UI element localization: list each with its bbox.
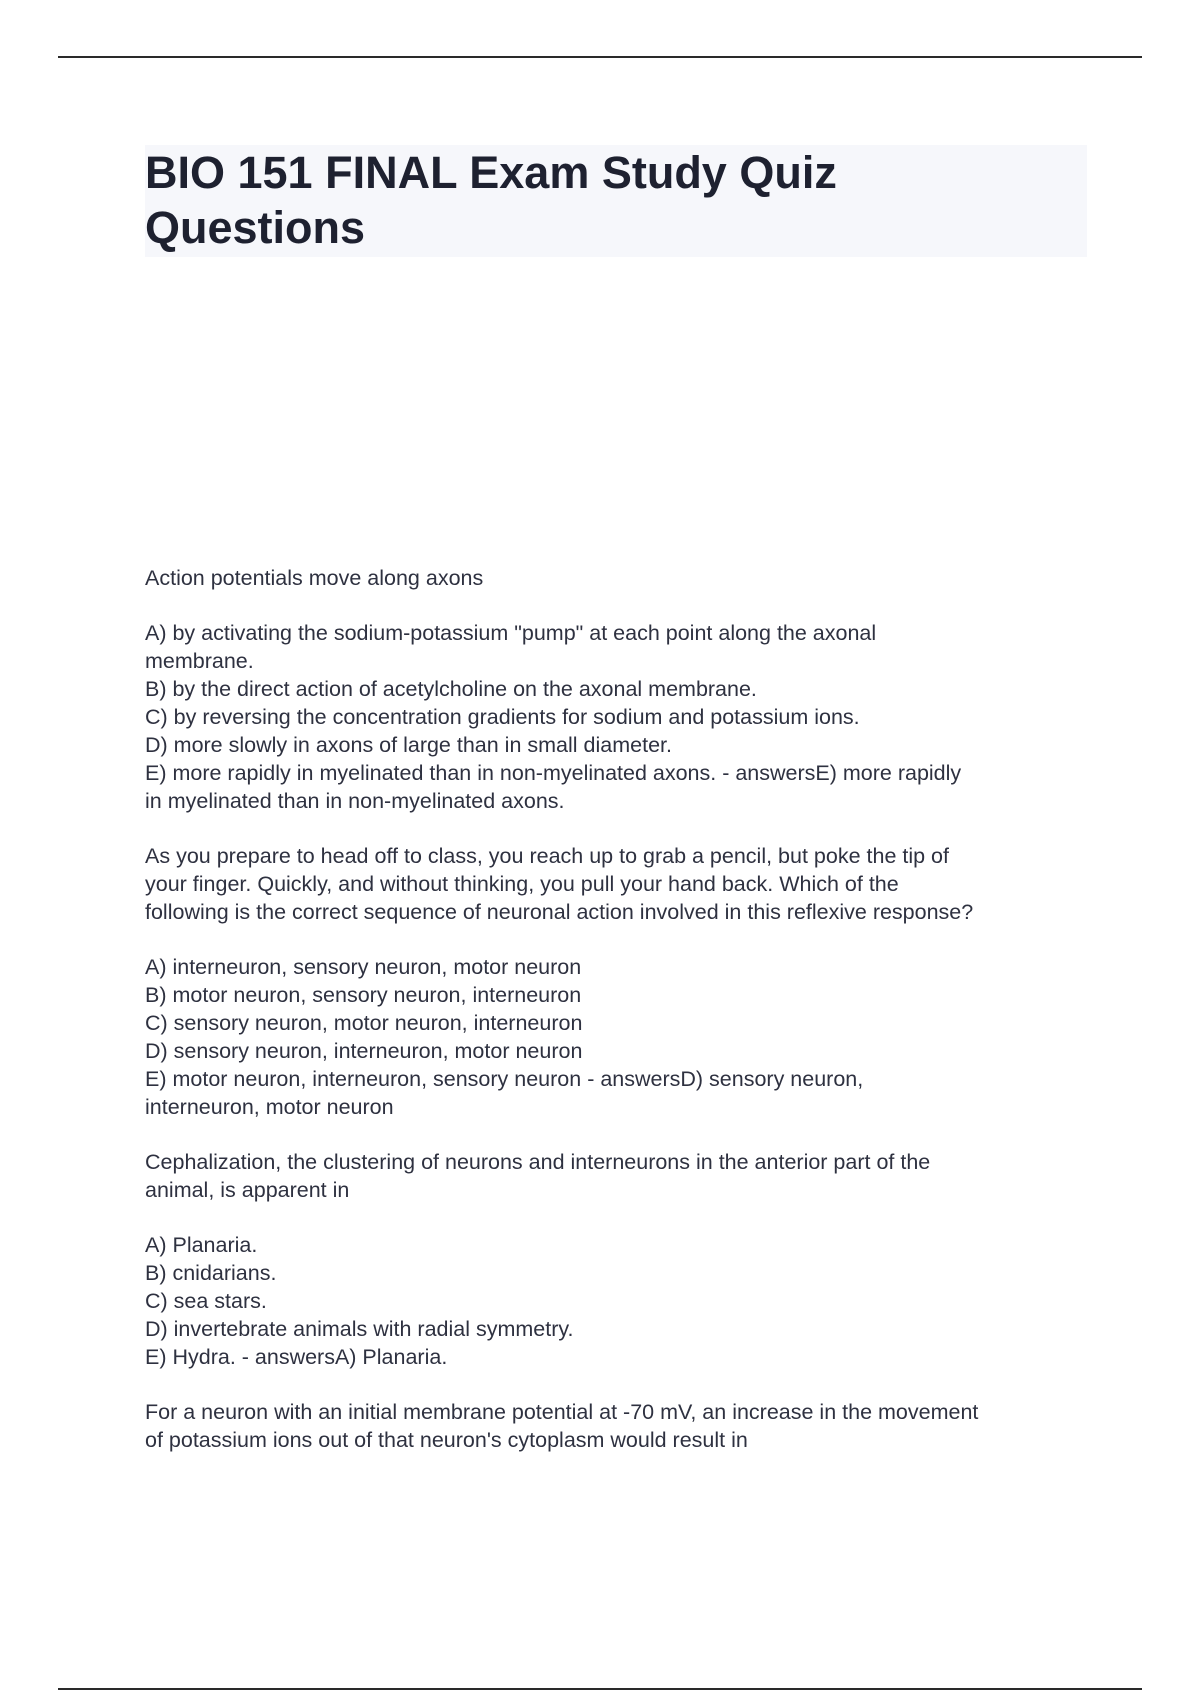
- option-line: in myelinated than in non-myelinated axons.: [145, 789, 565, 813]
- prompt-line: animal, is apparent in: [145, 1178, 350, 1202]
- option-line: E) more rapidly in myelinated than in non-myelinated axons. - answersE) more rapidly: [145, 761, 962, 785]
- option-line: E) motor neuron, interneuron, sensory neuron - answersD) sensory neuron,: [145, 1067, 864, 1091]
- prompt-line: Cephalization, the clustering of neurons and interneurons in the anterior part of the: [145, 1150, 931, 1174]
- option-line: D) invertebrate animals with radial symmetry.: [145, 1317, 574, 1341]
- prompt-line: As you prepare to head off to class, you reach up to grab a pencil, but poke the tip of: [145, 844, 949, 868]
- question-options: [145, 619, 1095, 815]
- prompt-line: of potassium ions out of that neuron's cytoplasm would result in: [145, 1428, 748, 1452]
- option-line: D) sensory neuron, interneuron, motor neuron: [145, 1039, 583, 1063]
- page-title: [145, 145, 1025, 255]
- question-options: [145, 1231, 1095, 1371]
- title-line: BIO 151 FINAL Exam Study Quiz: [145, 147, 837, 198]
- option-line: A) Planaria.: [145, 1233, 258, 1257]
- question-list: [145, 564, 1095, 1481]
- option-line: membrane.: [145, 649, 254, 673]
- prompt-line: Action potentials move along axons: [145, 566, 484, 590]
- bottom-rule: [58, 1688, 1142, 1690]
- option-line: E) Hydra. - answersA) Planaria.: [145, 1345, 448, 1369]
- option-line: A) by activating the sodium-potassium "pump" at each point along the axonal: [145, 621, 877, 645]
- question-prompt: [145, 842, 1095, 926]
- option-line: C) by reversing the concentration gradients for sodium and potassium ions.: [145, 705, 860, 729]
- question-prompt: [145, 1148, 1095, 1204]
- option-line: interneuron, motor neuron: [145, 1095, 394, 1119]
- option-line: D) more slowly in axons of large than in small diameter.: [145, 733, 672, 757]
- option-line: B) cnidarians.: [145, 1261, 277, 1285]
- option-line: B) motor neuron, sensory neuron, interneuron: [145, 983, 582, 1007]
- prompt-line: following is the correct sequence of neuronal action involved in this reflexive response?: [145, 900, 974, 924]
- option-line: A) interneuron, sensory neuron, motor neuron: [145, 955, 582, 979]
- question-options: [145, 953, 1095, 1121]
- prompt-line: your finger. Quickly, and without thinking, you pull your hand back. Which of the: [145, 872, 899, 896]
- title-line: Questions: [145, 202, 366, 253]
- question-prompt: [145, 564, 1095, 592]
- top-rule: [58, 56, 1142, 58]
- option-line: B) by the direct action of acetylcholine on the axonal membrane.: [145, 677, 757, 701]
- prompt-line: For a neuron with an initial membrane potential at -70 mV, an increase in the movement: [145, 1400, 979, 1424]
- question-prompt: [145, 1398, 1095, 1454]
- option-line: C) sensory neuron, motor neuron, interneuron: [145, 1011, 583, 1035]
- option-line: C) sea stars.: [145, 1289, 267, 1313]
